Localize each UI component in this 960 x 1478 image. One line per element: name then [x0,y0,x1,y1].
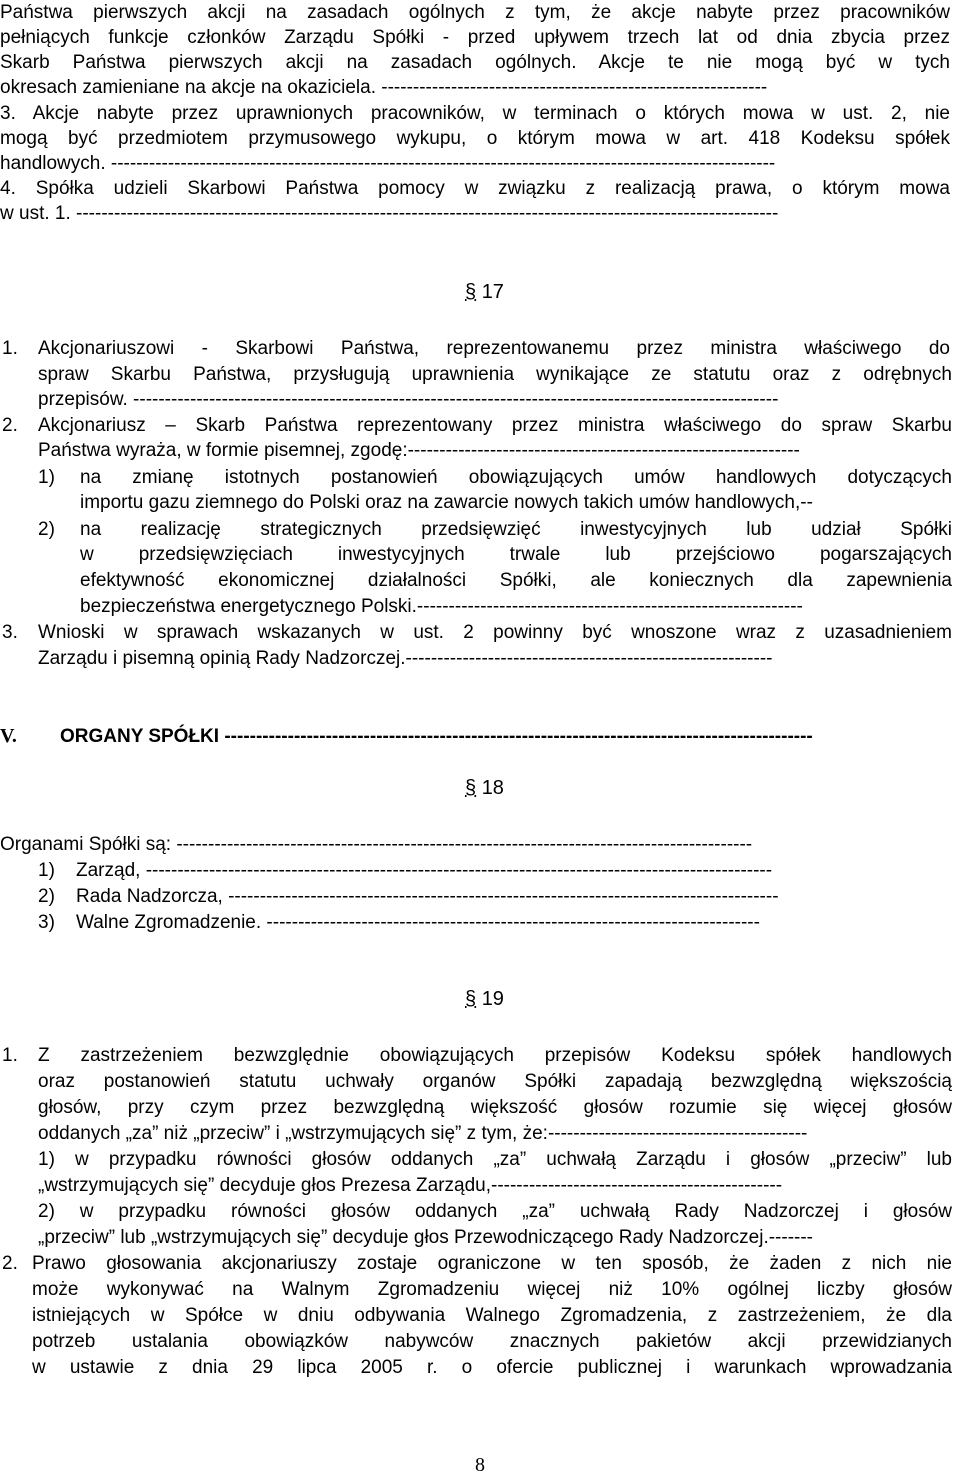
list-text: Zarząd, --------------------------------------------------------------------------------------------------- [76,860,773,881]
paragraph-3 [0,101,960,127]
section-number: 19 [481,988,504,1010]
section-symbol: § [465,988,477,1010]
section-heading-17 [465,279,605,305]
section-number: 18 [481,777,504,799]
chapter-roman-numeral: V. [0,725,17,747]
paragraph-1 [0,1043,960,1069]
section-number: 17 [481,281,504,303]
text-line [0,75,960,101]
section-heading-18 [465,775,605,801]
paragraph-number: 1. [2,338,18,359]
list-item [0,858,960,884]
text-line-content: w ust. 1. --------------------------------------------------------------------------------------------------------------- [0,203,779,224]
text-line-content: bezpieczeństwa energetycznego Polski.------------------------------------------------------------- [80,596,803,617]
list-text: Walne Zgromadzenie. ------------------------------------------------------------------------------ [76,912,760,933]
list-item-1 [0,465,960,491]
text-line-content: efektywność ekonomicznej działalności Spółki, ale koniecznych dla zapewnienia [80,570,952,591]
text-line-content: głosów, przy czym przez bezwzględną większość głosów rozumie się więcej głosów [38,1097,952,1118]
text-line-content: istniejących w Spółce w dniu odbywania Walnego Zgromadzenia, z zastrzeżeniem, że dla [32,1305,952,1326]
sub-item-2 [0,1199,960,1225]
paragraph-2 [0,413,960,439]
paragraph-number: 3. [2,622,18,643]
text-line [0,362,960,388]
paragraph-number: 2. [2,415,18,436]
text-line-content: 1) w przypadku równości głosów oddanych „za” uchwałą Zarządu i głosów „przeciw” lub [38,1149,952,1170]
text-line-content: Wnioski w sprawach wskazanych w ust. 2 powinny być wnoszone wraz z uzasadnieniem [38,622,952,643]
text-line [0,832,960,858]
text-line-content: Z zastrzeżeniem bezwzględnie obowiązujących przepisów Kodeksu spółek handlowych [38,1045,952,1066]
text-line [0,490,960,516]
paragraph-number: 1. [2,1045,18,1066]
text-line-content: na zmianę istotnych postanowień obowiązujących umów handlowych dotyczących [80,467,952,488]
text-line-content: potrzeb ustalania obowiązków nabywców znacznych pakietów akcji przewidzianych [32,1331,952,1352]
text-line-content: 2) w przypadku równości głosów oddanych „za” uchwałą Rady Nadzorczej i głosów [38,1201,952,1222]
text-line-content: „przeciw” lub „wstrzymujących się” decyduje głos Przewodniczącego Rady Nadzorczej.------- [38,1227,814,1248]
section-symbol: § [465,281,477,303]
text-line [0,1095,960,1121]
text-line [0,1355,960,1381]
text-line-content: Organami Spółki są: ------------------------------------------------------------------------------------------- [0,834,753,855]
paragraph-number: 2. [2,1253,18,1274]
list-number: 1) [38,467,55,488]
text-line [0,1069,960,1095]
page-number: 8 [475,1454,485,1476]
list-item [0,884,960,910]
text-line-content: mogą być przedmiotem przymusowego wykupu, o którym mowa w art. 418 Kodeksu spółek [0,128,950,149]
text-line [0,126,960,152]
section-symbol: § [465,777,477,799]
text-line-content: w przedsięwzięciach inwestycyjnych trwale lub przejściowo pogarszających [80,544,952,565]
text-line-content: Akcjonariuszowi - Skarbowi Państwa, reprezentowanemu przez ministra właściwego do [38,338,950,359]
text-line-content: w ustawie z dnia 29 lipca 2005 r. o ofercie publicznej i warunkach wprowadzania [32,1357,952,1378]
text-line [0,646,960,672]
text-line [0,1225,960,1251]
text-line-content: importu gazu ziemnego do Polski oraz na zawarcie nowych takich umów handlowych,-- [80,492,813,513]
list-number: 3) [38,912,55,933]
text-line [0,1173,960,1199]
text-line-content: 4. Spółka udzieli Skarbowi Państwa pomocy w związku z realizacją prawa, o którym mowa [0,178,950,199]
text-line [0,151,960,177]
text-line-content: spraw Skarbu Państwa, przysługują uprawnienia wynikające ze statutu oraz z odrębnych [38,364,952,385]
list-number: 1) [38,860,55,881]
text-line-content: może wykonywać na Walnym Zgromadzeniu więcej niż 10% ogólnej liczby głosów [32,1279,952,1300]
paragraph-3 [0,620,960,646]
list-item-2 [0,517,960,543]
text-line [0,542,960,568]
chapter-title: ORGANY SPÓŁKI --------------------------------------------------------------------------------------------- [60,726,813,747]
paragraph-2 [0,1251,960,1277]
text-line-content: Skarb Państwa pierwszych akcji na zasadach ogólnych. Akcje te nie mogą być w tych [0,52,950,73]
text-line [0,50,960,76]
list-number: 2) [38,519,55,540]
chapter-heading [0,722,960,751]
text-line [0,438,960,464]
text-line-content: oraz postanowień statutu uchwały organów Spółki zapadają bezwzględną większością [38,1071,952,1092]
text-line-content: Zarządu i pisemną opinią Rady Nadzorczej.---------------------------------------------------------- [38,648,773,669]
text-line-content: na realizację strategicznych przedsięwzięć inwestycyjnych lub udział Spółki [80,519,952,540]
section-heading-19 [465,986,605,1012]
list-text: Rada Nadzorcza, --------------------------------------------------------------------------------------- [76,886,779,907]
text-line-content: Prawo głosowania akcjonariuszy zostaje ograniczone w ten sposób, że żaden z nich nie [32,1253,952,1274]
list-item [0,910,960,936]
text-line [0,1121,960,1147]
text-line [0,201,960,227]
text-line [0,25,960,51]
text-line [0,1329,960,1355]
text-line-content: przepisów. ------------------------------------------------------------------------------------------------------ [38,389,779,410]
text-line-content: okresach zamieniane na akcje na okaziciela. ------------------------------------------------------------- [0,77,768,98]
text-line-content: „wstrzymujących się” decyduje głos Prezesa Zarządu,---------------------------------------------- [38,1175,783,1196]
paragraph-1 [0,336,960,362]
text-line-content: oddanych „za” niż „przeciw” i „wstrzymujących się” z tym, że:----------------------------------------- [38,1123,808,1144]
text-line [0,594,960,620]
text-line [0,1303,960,1329]
sub-item-1 [0,1147,960,1173]
list-number: 2) [38,886,55,907]
text-line-content: pełniących funkcje członków Zarządu Spółki - przed upływem trzech lat od dnia zbycia przez [0,27,950,48]
text-line [0,0,960,26]
text-line [0,1277,960,1303]
text-line [0,387,960,413]
text-line-content: 3. Akcje nabyte przez uprawnionych pracowników, w terminach o których mowa w ust. 2, nie [0,103,950,124]
text-line-content: Akcjonariusz – Skarb Państwa reprezentowany przez ministra właściwego do spraw Skarbu [38,415,952,436]
text-line-content: Państwa wyraża, w formie pisemnej, zgodę:-------------------------------------------------------------- [38,440,800,461]
text-line-content: Państwa pierwszych akcji na zasadach ogólnych z tym, że akcje nabyte przez pracowników [0,2,950,23]
text-line-content: handlowych. --------------------------------------------------------------------------------------------------------- [0,153,776,174]
text-line [0,568,960,594]
paragraph-4 [0,176,960,202]
